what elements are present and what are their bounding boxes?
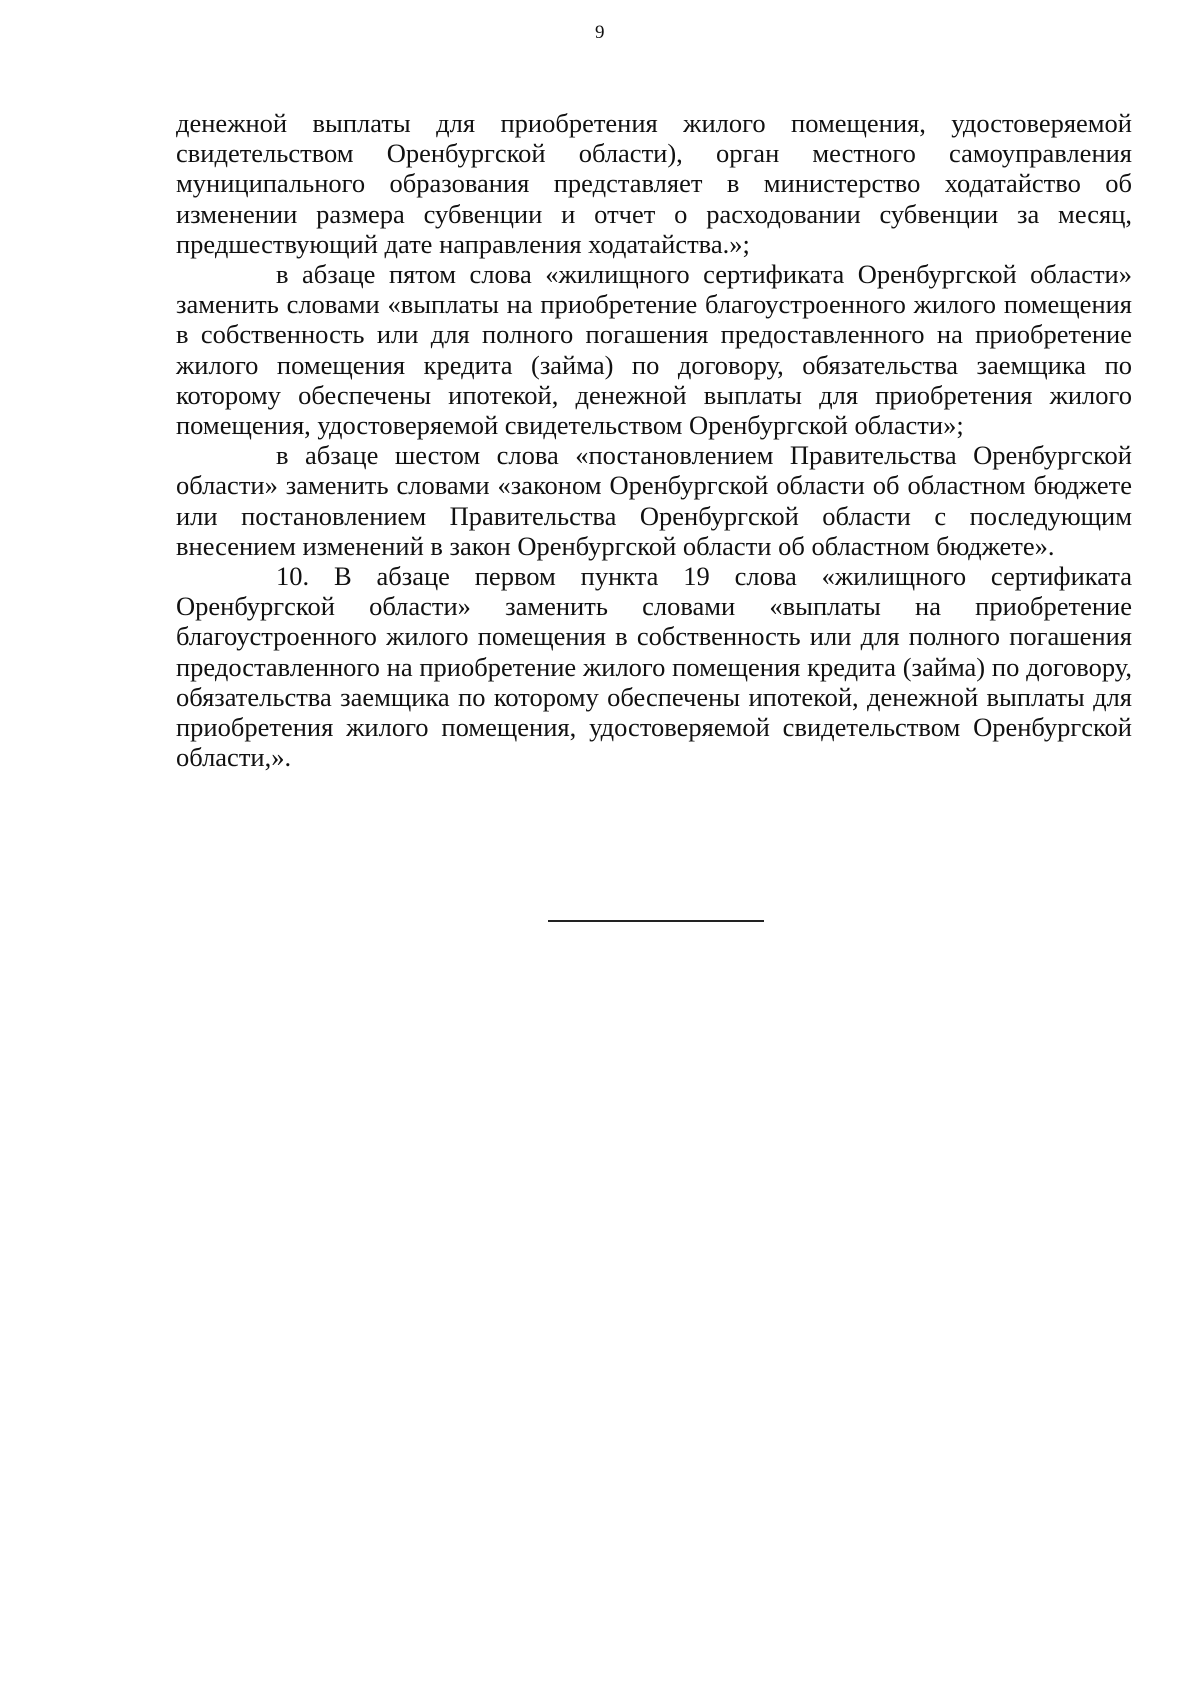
paragraph-item-10: 10. В абзаце первом пункта 19 слова «жилищного сертификата Оренбургской области» заменить словами «выплаты на приобретение благоустроенного жилого помещения в собственность или для полного погашения предоставленного на приобретение жилого помещения кредита (займа) по договору, обязательства заемщика по которому обеспечены ипотекой, денежной выплаты для приобретения жилого помещения, удостоверяемой свидетельством Оренбургской области,».: [176, 561, 1132, 773]
page-number: 9: [595, 22, 605, 43]
end-separator-line: [548, 920, 764, 922]
paragraph-continuation: денежной выплаты для приобретения жилого помещения, удостоверяемой свидетельством Оренбургской области), орган местного самоуправления муниципального образования представляет в министерство ходатайство об изменении размера субвенции и отчет о расходовании субвенции за месяц, предшествующий дате направления ходатайства.»;: [176, 108, 1132, 259]
paragraph-abzac-six: в абзаце шестом слова «постановлением Правительства Оренбургской области» заменить словами «законом Оренбургской области об областном бюджете или постановлением Правительства Оренбургской области с последующим внесением изменений в закон Оренбургской области об областном бюджете».: [176, 440, 1132, 561]
document-body: [176, 108, 1132, 772]
paragraph-abzac-five: в абзаце пятом слова «жилищного сертификата Оренбургской области» заменить словами «выплаты на приобретение благоустроенного жилого помещения в собственность или для полного погашения предоставленного на приобретение жилого помещения кредита (займа) по договору, обязательства заемщика по которому обеспечены ипотекой, денежной выплаты для приобретения жилого помещения, удостоверяемой свидетельством Оренбургской области»;: [176, 259, 1132, 441]
